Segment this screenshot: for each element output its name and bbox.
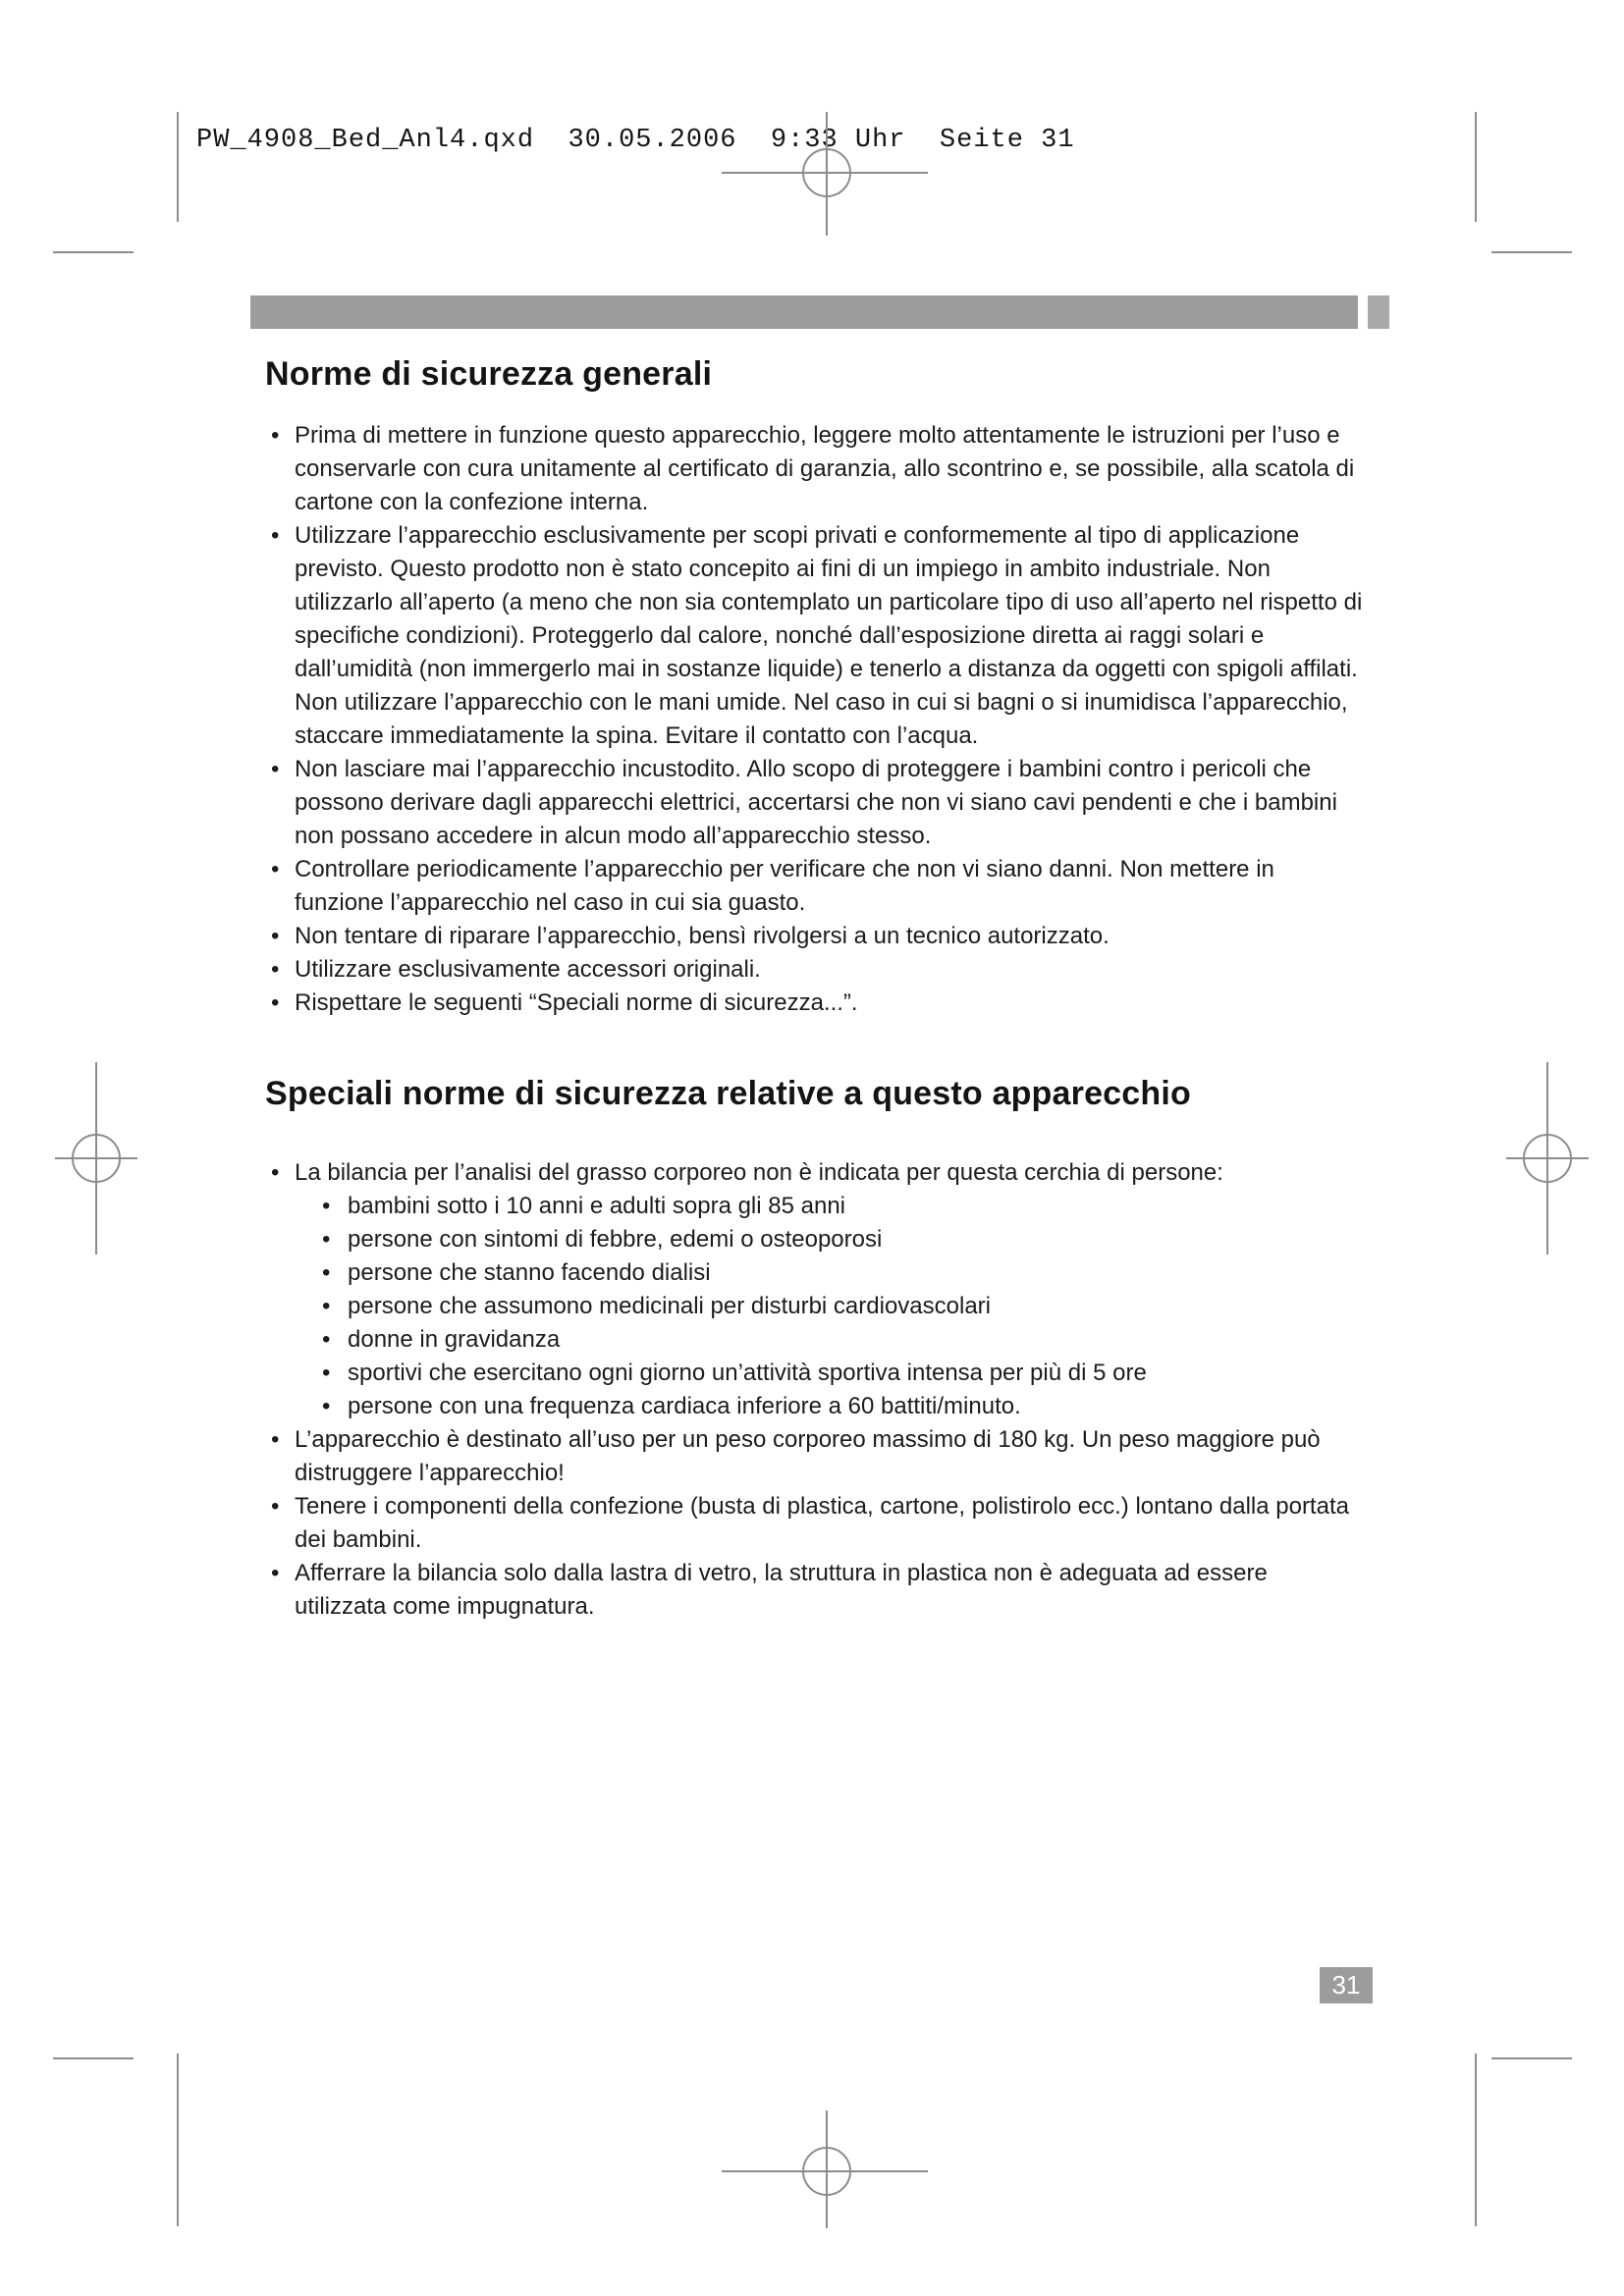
list-item: • Utilizzare esclusivamente accessori originali. — [265, 953, 1363, 987]
list-item — [265, 1156, 1363, 1423]
sub-list-item: • bambini sotto i 10 anni e adulti sopra gli 85 anni — [320, 1190, 1363, 1223]
list-item: • Utilizzare l’apparecchio esclusivamente per scopi privati e conformemente al tipo di applicazione previsto. Questo prodotto non è stato concepito ai fini di un impiego in ambito industriale. Non utilizzarlo all’aperto (a meno che non sia contemplato un particolare tipo di uso all’aperto nel rispetto di specifiche condizioni). Proteggerlo dal calore, nonché dall’esposizione diretta ai raggi solari e dall’umidità (non immergerlo mai in sostanze liquide) e tenerlo a distanza da oggetti con spigoli affilati. Non utilizzare l’apparecchio con le mani umide. Nel caso in cui si bagni o si inumidisca l’apparecchio, staccare immediatamente la spina. Evitare il contatto con l’acqua. — [265, 519, 1363, 753]
registration-mark-right — [1506, 1062, 1589, 1255]
section-divider-bar-end — [1368, 295, 1389, 329]
list-item: • Non lasciare mai l’apparecchio incustodito. Allo scopo di proteggere i bambini contro i pericoli che possono derivare dagli apparecchi elettrici, accertarsi che non vi siano cavi pendenti e che i bambini non possano accedere in alcun modo all’apparecchio stesso. — [265, 753, 1363, 853]
general-safety-list — [265, 419, 1363, 1020]
list-item: • Prima di mettere in funzione questo apparecchio, leggere molto attentamente le istruzioni per l’uso e conservarle con cura unitamente al certificato di garanzia, allo scontrino e, se possibile, alla scatola di cartone con la confezione interna. — [265, 419, 1363, 519]
list-item: • Controllare periodicamente l’apparecchio per verificare che non vi siano danni. Non mettere in funzione l’apparecchio nel caso in cui sia guasto. — [265, 853, 1363, 920]
crop-mark-top-left-vertical — [177, 112, 179, 222]
list-item: • Tenere i componenti della confezione (busta di plastica, cartone, polistirolo ecc.) lontano dalla portata dei bambini. — [265, 1490, 1363, 1557]
page-number-badge: 31 — [1320, 1967, 1373, 2003]
section2-title: Speciali norme di sicurezza relative a questo apparecchio — [265, 1075, 1191, 1112]
list-item-text: La bilancia per l’analisi del grasso corporeo non è indicata per questa cerchia di persone: — [295, 1159, 1223, 1186]
list-item: • L’apparecchio è destinato all’uso per un peso corporeo massimo di 180 kg. Un peso maggiore può distruggere l’apparecchio! — [265, 1423, 1363, 1490]
special-safety-list — [265, 1156, 1363, 1624]
excluded-persons-list — [295, 1190, 1363, 1423]
crop-mark-bottom-left-vertical — [177, 2054, 179, 2226]
crop-mark-bottom-right-vertical — [1475, 2054, 1477, 2226]
proof-header-text: PW_4908_Bed_Anl4.qxd 30.05.2006 9:33 Uhr Seite 31 — [196, 126, 1075, 155]
list-item: • Rispettare le seguenti “Speciali norme di sicurezza...”. — [265, 987, 1363, 1020]
crop-mark-bottom-right-horizontal — [1491, 2057, 1572, 2059]
registration-mark-top — [722, 112, 928, 236]
sub-list-item: • persone che stanno facendo dialisi — [320, 1256, 1363, 1290]
list-item: • Afferrare la bilancia solo dalla lastra di vetro, la struttura in plastica non è adeguata ad essere utilizzata come impugnatura. — [265, 1557, 1363, 1624]
crop-mark-left-horizontal — [53, 251, 134, 253]
crop-mark-right-horizontal — [1491, 251, 1572, 253]
crop-mark-bottom-left-horizontal — [53, 2057, 134, 2059]
sub-list-item: • persone con sintomi di febbre, edemi o osteoporosi — [320, 1223, 1363, 1256]
section1-title: Norme di sicurezza generali — [265, 355, 713, 393]
sub-list-item: • donne in gravidanza — [320, 1323, 1363, 1357]
sub-list-item: • persone che assumono medicinali per disturbi cardiovascolari — [320, 1290, 1363, 1323]
list-item: • Non tentare di riparare l’apparecchio, bensì rivolgersi a un tecnico autorizzato. — [265, 920, 1363, 953]
registration-mark-bottom — [722, 2110, 928, 2228]
section-divider-bar — [250, 295, 1358, 329]
registration-mark-left — [55, 1062, 137, 1255]
sub-list-item: • persone con una frequenza cardiaca inferiore a 60 battiti/minuto. — [320, 1390, 1363, 1423]
page-content — [265, 355, 1363, 1624]
sub-list-item: • sportivi che esercitano ogni giorno un’attività sportiva intensa per più di 5 ore — [320, 1357, 1363, 1390]
crop-mark-top-right-vertical — [1475, 112, 1477, 222]
